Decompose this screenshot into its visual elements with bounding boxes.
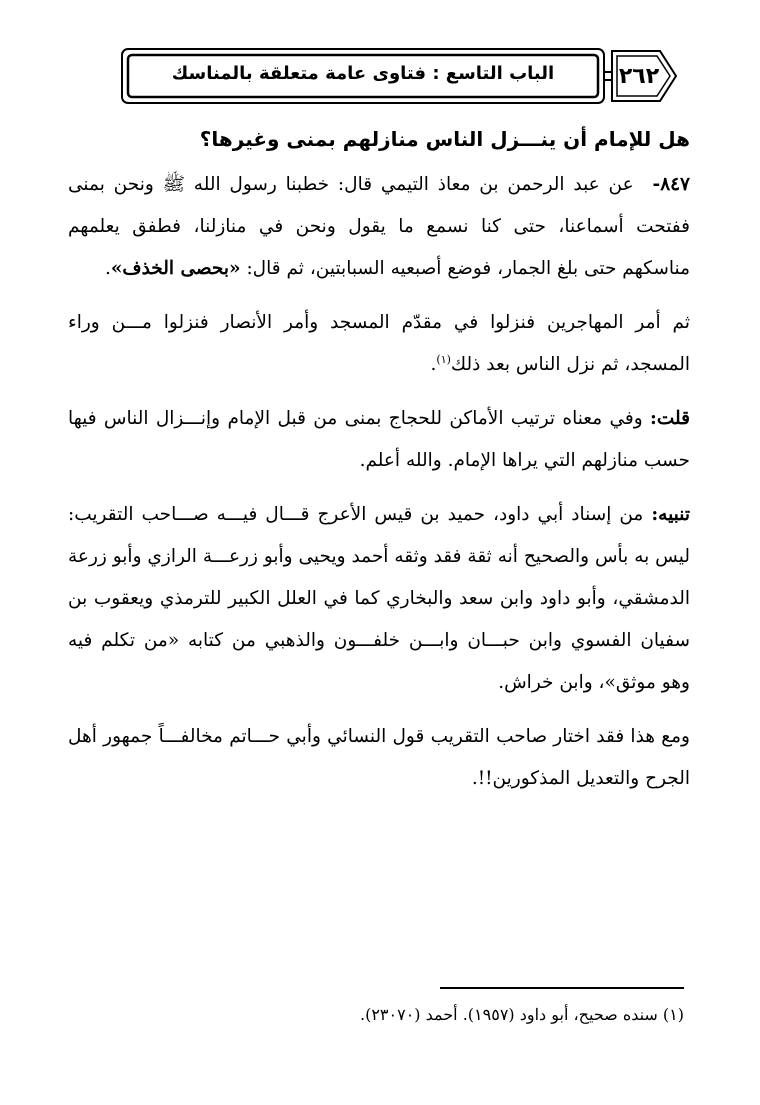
continuation-paragraph [68, 302, 690, 386]
continuation-text: ثم أمر المهاجرين فنزلوا في مقدّم المسجد وأمر الأنصار فنزلوا مـــن وراء المسجد، ثم نزل الناس بعد ذلك [68, 312, 690, 375]
conclusion-paragraph [68, 716, 690, 800]
hadith-end-mark: . [104, 258, 111, 279]
footnote-reference: (١) [436, 352, 451, 366]
comment-paragraph [68, 398, 690, 482]
conclusion-text: ومع هذا فقد اختار صاحب التقريب قول النسائي وأبي حـــاتم مخالفـــاً جمهور أهل الجرح والتعديل المذكورين!!. [68, 726, 690, 789]
comment-label: قلت: [650, 408, 690, 429]
chapter-title: الباب التاسع : فتاوى عامة متعلقة بالمناسك [171, 63, 555, 84]
hadith-quote: «بحصى الخذف» [110, 258, 241, 279]
note-label: تنبيه: [651, 504, 690, 525]
hadith-text: عن عبد الرحمن بن معاذ التيمي قال: خطبنا رسول الله ﷺ ونحن بمنى ففتحت أسماعنا، حتى كنا نسمع ما يقول ونحن في منازلنا، فطفق يعلمهم مناسكهم حتى بلغ الجمار، فوضع أصبعيه السبابتين، ثم قال: [68, 174, 690, 279]
comment-text: وفي معناه ترتيب الأماكن للحجاج بمنى من قبل الإمام وإنـــزال الناس فيها حسب منازلهم التي يراها الإمام. والله أعلم. [68, 408, 690, 471]
page-number: ٢٦٢ [618, 64, 660, 89]
hadith-number: ٨٤٧- [652, 174, 690, 195]
note-paragraph [68, 494, 690, 704]
footnote: (١) سنده صحيح، أبو داود (١٩٥٧). أحمد (٢٣٠٧٠). [360, 1005, 684, 1024]
page-content [68, 118, 690, 812]
question-heading: هل للإمام أن ينـــزل الناس منازلهم بمنى وغيرها؟ [199, 127, 690, 151]
hadith-paragraph [68, 164, 690, 290]
footnote-divider [440, 987, 684, 989]
continuation-end-mark: . [430, 354, 437, 375]
note-text: من إسناد أبي داود، حميد بن قيس الأعرج قـــال فيـــه صـــاحب التقريب: ليس به بأس والصحيح أنه ثقة فقد وثقه أحمد ويحيى وأبو زرعـــة الرازي وأبو زرعة الدمشقي، وأبو داود وابن سعد والبخاري كما في العلل الكبير للترمذي ويعقوب بن سفيان الفسوي وابن حبـــان وابـــن خلفـــون والذهبي من كتابه «من تكلم فيه وهو موثق»، وابن خراش. [68, 504, 690, 693]
